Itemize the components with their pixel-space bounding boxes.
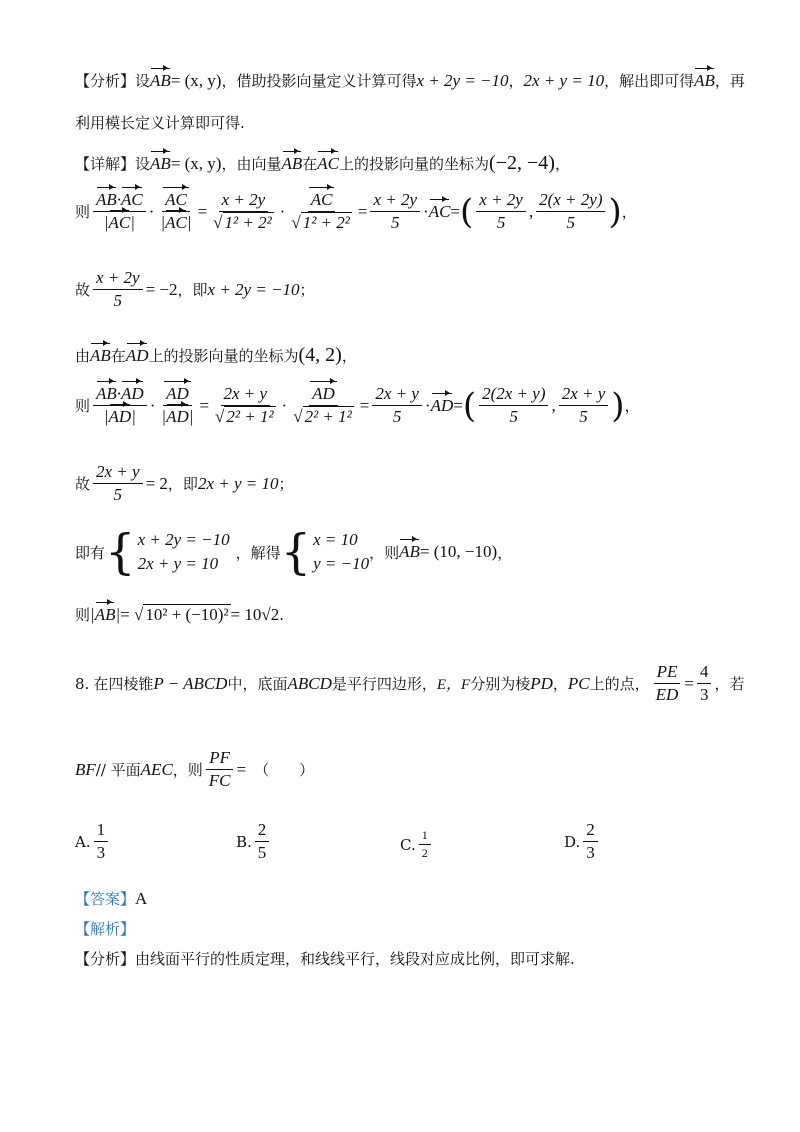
jiexi-tag: 【解析】 xyxy=(75,920,136,938)
result-line-2: 故 $\frac{2x + y}{5}$ = 2 ，即 2x + y = 10 ； xyxy=(75,462,294,504)
option-a: A. $\frac{1}{3}$ xyxy=(75,820,111,863)
analysis-2-line: 【分析】 由线面平行的性质定理，和线线平行，线段对应成比例，即可求解. xyxy=(75,950,575,968)
analysis-line-2: 利用模长定义计算即可得. xyxy=(75,114,245,132)
detail-line-2: 由 AB 在 AD 上的投影向量的坐标为 (4, 2) ， xyxy=(75,344,357,366)
option-c: C. $\frac{1}{2}$ xyxy=(400,828,434,861)
answer-tag: 【答案】 xyxy=(75,890,136,908)
answer-line xyxy=(75,888,147,909)
jiexi-line xyxy=(75,918,135,939)
modulus-line: 则 |AB| = √ 10² + (−10)² = 10√2 . xyxy=(75,604,284,624)
projection-formula-2: 则 $\frac{AB\cdot AD}{|AD|}$ · $\frac{AD}{|AD|}$ = $\frac{2x + y}{\text{√ 2² + 1²}}$ · $\frac{AD}{\text{√ 2² + 1²}}$ = $\frac{2x + y}{5}$ · AD = ( $\frac{2(2x + y)}{5}$ , $\frac{2x + y}{5}$ ) ， xyxy=(75,384,640,426)
analysis-2-tag: 【分析】 xyxy=(75,950,136,968)
question-number: 8. xyxy=(75,674,90,693)
answer-value: A xyxy=(135,888,148,908)
question-8-line-2: BF // 平面 AEC ，则 $\frac{PF}{FC}$ = （ ） xyxy=(75,748,315,790)
analysis-tag: 【分析】 xyxy=(75,72,136,90)
vector-ab: AB xyxy=(150,70,171,90)
option-b: B. $\frac{2}{5}$ xyxy=(236,820,272,863)
result-line-1: 故 $\frac{x + 2y}{5}$ = −2 ，即 x + 2y = −10 ； xyxy=(75,268,315,310)
system-line: 即有 { x + 2y = −10 2x + y = 10 ，解得 { x = 10 y = −10 ，则 AB = (10, −10) ， xyxy=(75,524,513,580)
projection-formula-1: 则 $\frac{AB\cdot AC}{|AC|}$ · $\frac{AC}{|AC|}$ = $\frac{x + 2y}{\text{√ 1² + 2²}}$ · $\frac{AC}{\text{√ 1² + 2²}}$ = $\frac{x + 2y}{5}$ · AC = ( $\frac{x + 2y}{5}$ , $\frac{2(x + 2y)}{5}$ ) ， xyxy=(75,190,637,232)
analysis-line-1: 【分析】 设 AB = (x, y) ，借助投影向量定义计算可得 x + 2y = −10 ， 2x + y = 10 ，解出即可得 AB ，再 xyxy=(75,70,745,90)
option-d: D. $\frac{2}{3}$ xyxy=(564,820,601,863)
question-8-line-1: 8. 在四棱锥 P − ABCD 中，底面 ABCD 是平行四边形， E，F 分别为棱 PD ， PC 上的点， $\frac{PE}{ED}$ = $\frac{4}{3}$ ，若 xyxy=(75,662,745,704)
detail-tag: 【详解】 xyxy=(75,155,136,173)
detail-line-1: 【详解】 设 AB = (x, y) ，由向量 AB 在 AC 上的投影向量的坐标为 (−2, −4) ， xyxy=(75,152,570,174)
